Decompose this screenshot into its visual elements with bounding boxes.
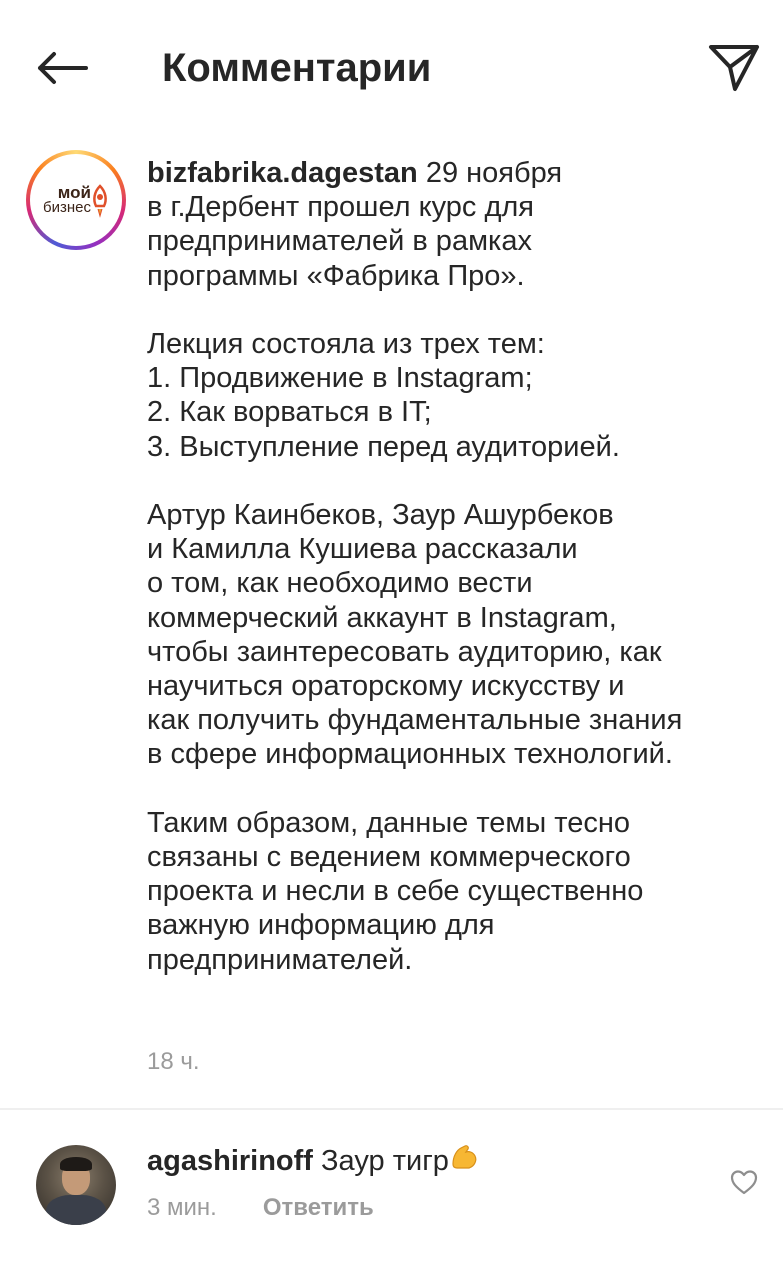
page-title: Комментарии (162, 46, 432, 90)
divider (0, 1108, 783, 1110)
post-username[interactable]: bizfabrika.dagestan (147, 157, 418, 189)
avatar-logo (30, 154, 122, 246)
avatar-body-shape (46, 1195, 106, 1225)
comment-meta (147, 1194, 374, 1222)
post-date: 29 ноября (425, 157, 563, 189)
arrow-left-icon (36, 51, 88, 85)
comment-body: Заур тигр (321, 1145, 449, 1177)
like-button[interactable] (726, 1164, 762, 1200)
comment-text (147, 1142, 479, 1179)
caption-body: в г.Дербент прошел курс для предпринимателей в рамках программы «Фабрика Про». Лекция состояла из трех тем: 1. Продвижение в Instagram; 2. Как ворваться в IT; 3. Выступление перед аудиторией. Артур Каинбеков, Заур Ашурбеков и Камилла Кушиева рассказали о том, как необходимо вести коммерческий аккаунт в Instagram, чтобы заинтересовать аудиторию, как научиться ораторскому искусству и как получить фундаментальные знания в сфере информационных технологий. Таким образом, данные темы тесно связаны с ведением коммерческого проекта и несли в себе существенно важную информацию для предпринимателей. (147, 191, 683, 976)
logo-line-1: мой (57, 183, 91, 202)
back-button[interactable] (30, 44, 94, 92)
heart-outline-icon (730, 1169, 758, 1195)
caption-text (147, 156, 767, 977)
logo-text (43, 185, 91, 215)
post-timestamp: 18 ч. (147, 1048, 200, 1075)
logo-line-2: бизнес (43, 199, 91, 216)
app-header (0, 0, 783, 138)
flexed-biceps-icon (449, 1142, 479, 1172)
reply-button[interactable]: Ответить (262, 1194, 374, 1221)
comment-timestamp: 3 мин. (147, 1194, 217, 1221)
rocket-icon (90, 184, 110, 218)
post-author-avatar[interactable] (26, 150, 126, 250)
avatar-hair-shape (60, 1157, 92, 1171)
comment-item (0, 1140, 783, 1240)
paper-plane-icon (708, 43, 760, 93)
comment-username[interactable]: agashirinoff (147, 1145, 313, 1177)
share-button[interactable] (706, 40, 762, 96)
commenter-avatar[interactable] (36, 1145, 116, 1225)
